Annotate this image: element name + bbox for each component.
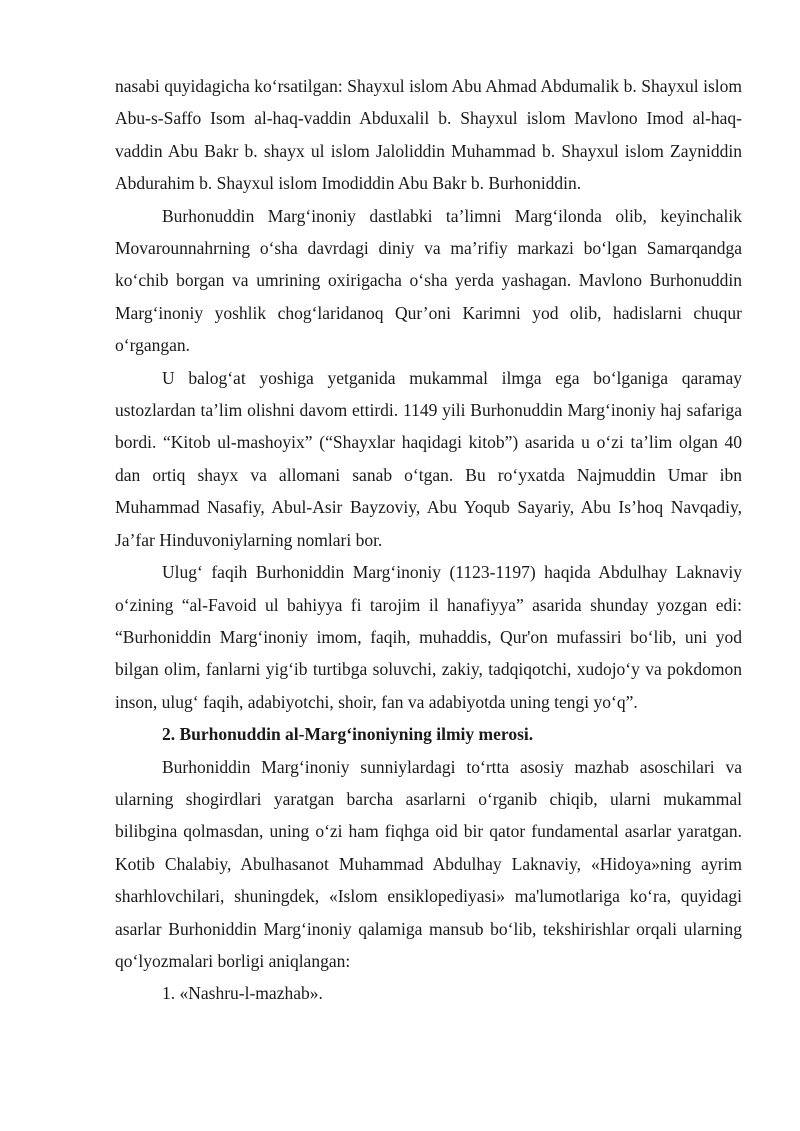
paragraph-teachers: U balog‘at yoshiga yetganida mukammal ilmga ega bo‘lganiga qaramay ustozlardan ta’lim olishni davom ettirdi. 1149 yili Burhonuddin Marg‘inoniy haj safariga bordi. “Kitob ul-mashoyix” (“Shayxlar haqidagi kitob”) asarida u o‘zi ta’lim olgan 40 dan ortiq shayx va allomani sanab o‘tgan. Bu ro‘yxatda Najmuddin Umar ibn Muhammad Nasafiy, Abul-Asir Bayzoviy, Abu Yoqub Sayariy, Abu Is’hoq Navqadiy, Ja’far Hinduvoniylarning nomlari bor. (115, 367, 742, 550)
paragraph-scholarly-legacy: Burhoniddin Marg‘inoniy sunniylardagi to‘rtta asosiy mazhab asoschilari va ularning shogirdlari yaratgan barcha asarlarni o‘rganib chiqib, ularni mukammal bilibgina qolmasdan, uning o‘zi ham fiqhga oid bir qator fundamental asarlar yaratgan. Kotib Chalabiy, Abulhasanot Muhammad Abdulhay Laknaviy, «Hidoya»ning ayrim sharhlovchilari, shuningdek, «Islom ensiklopediyasi» ma'lumotlariga ko‘ra, quyidagi asarlar Burhoniddin Marg‘inoniy qalamiga mansub bo‘lib, tekshirishlar orqali ularning qo‘lyozmalari borligi aniqlangan: (115, 756, 742, 971)
paragraph-genealogy: nasabi quyidagicha ko‘rsatilgan: Shayxul islom Abu Ahmad Abdumalik b. Shayxul islom Abu-s-Saffo Isom al-haq-vaddin Abduxalil b. Shayxul islom Mavlono Imod al-haq-vaddin Abu Bakr b. shayx ul islom Jaloliddin Muhammad b. Shayxul islom Zayniddin Abdurahim b. Shayxul islom Imodiddin Abu Bakr b. Burhoniddin. (115, 76, 742, 194)
paragraph-education: Burhonuddin Marg‘inoniy dastlabki ta’limni Marg‘ilonda olib, keyinchalik Movarounnahrning o‘sha davrdagi diniy va ma’rifiy markazi bo‘lgan Samarqandga ko‘chib borgan va umrining oxirigacha o‘sha yerda yashagan. Mavlono Burhonuddin Marg‘inoniy yoshlik chog‘laridanoq Qur’oni Karimni yod olib, hadislarni chuqur o‘rgangan. (115, 205, 742, 356)
list-item: 1. «Nashru-l-mazhab». (162, 983, 323, 1004)
document-page (115, 70, 742, 1010)
paragraph-laknaviy-quote: Ulug‘ faqih Burhoniddin Marg‘inoniy (1123-1197) haqida Abdulhay Laknaviy o‘zining “al-Favoid ul bahiyya fi tarojim il hanafiyya” asarida shunday yozgan edi: “Burhoniddin Marg‘inoniy imom, faqih, muhaddis, Qur'on mufassiri bo‘lib, uni yod bilgan olim, fanlarni yig‘ib turtibga soluvchi, zakiy, tadqiqotchi, xudojo‘y va pokdomon inson, ulug‘ faqih, adabiyotchi, shoir, fan va adabiyotda uning tengi yo‘q”. (115, 562, 742, 712)
section-heading: 2. Burhonuddin al-Marg‘inoniyning ilmiy merosi. (162, 724, 534, 745)
